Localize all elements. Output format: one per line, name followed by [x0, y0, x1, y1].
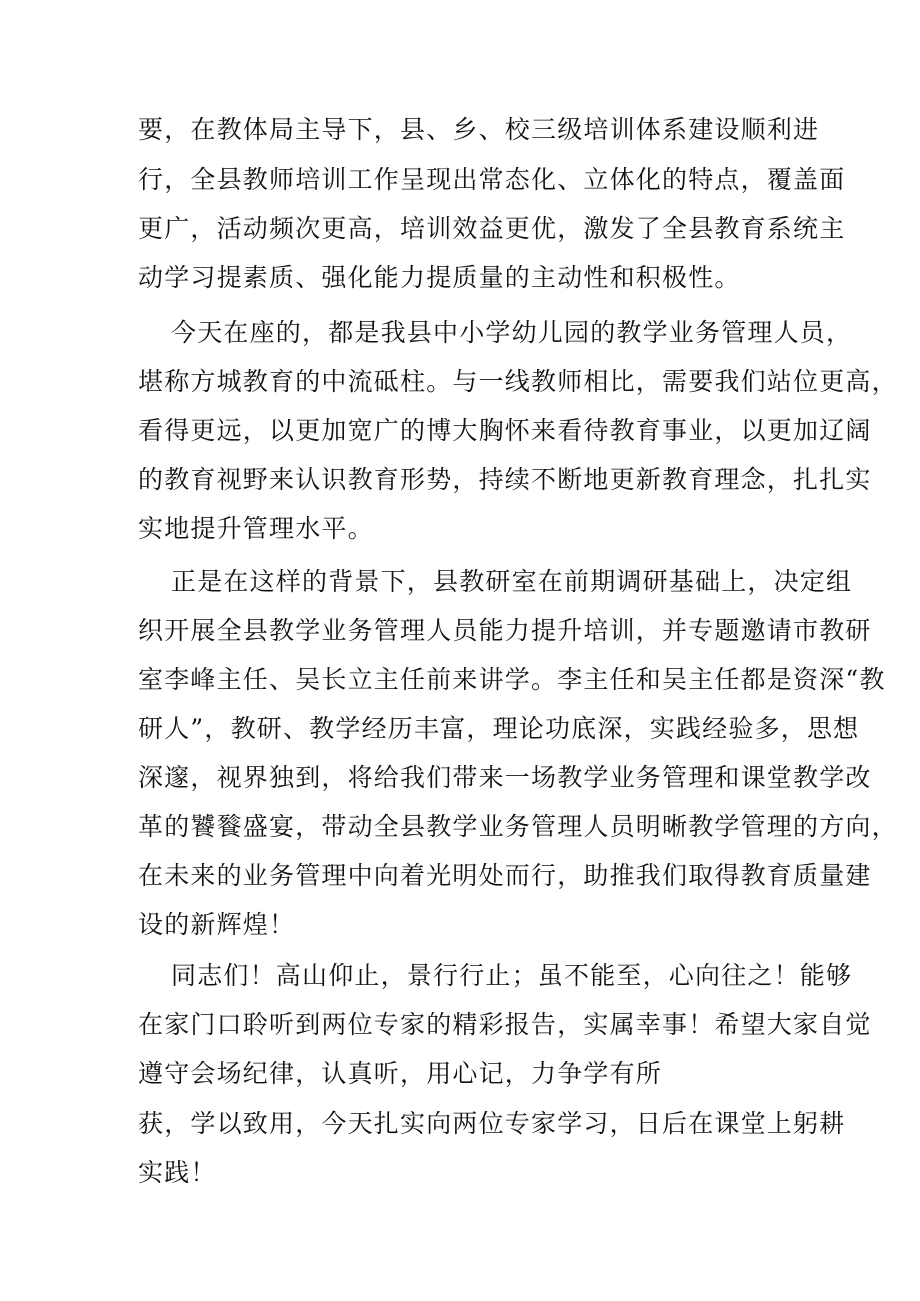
paragraph-3-line-5: 深邃，视界独到，将给我们带来一场教学业务管理和课堂教学改	[138, 763, 872, 792]
paragraph-4-line-2: 在家门口聆听到两位专家的精彩报告，实属幸事！希望大家自觉	[138, 1010, 872, 1039]
paragraph-2-line-2: 堪称方城教育的中流砥柱。与一线教师相比，需要我们站位更高，	[138, 367, 898, 396]
paragraph-3-line-8: 设的新辉煌！	[138, 910, 296, 939]
paragraph-1-line-3: 更广，活动频次更高，培训效益更优，激发了全县教育系统主	[138, 214, 846, 243]
paragraph-3-line-1: 正是在这样的背景下，县教研室在前期调研基础上，决定组	[171, 567, 853, 596]
paragraph-3-line-2: 织开展全县教学业务管理人员能力提升培训，并专题邀请市教研	[138, 616, 872, 645]
paragraph-3-line-7: 在未来的业务管理中向着光明处而行，助推我们取得教育质量建	[138, 861, 872, 890]
paragraph-2-line-4: 的教育视野来认识教育形势，持续不断地更新教育理念，扎扎实	[138, 465, 872, 494]
paragraph-2-line-1: 今天在座的，都是我县中小学幼儿园的教学业务管理人员，	[171, 318, 853, 347]
paragraph-2-line-3: 看得更远，以更加宽广的博大胸怀来看待教育事业，以更加辽阔	[138, 416, 872, 445]
paragraph-4-line-4: 获，学以致用，今天扎实向两位专家学习，日后在课堂上躬耕	[138, 1109, 846, 1138]
paragraph-3-line-3: 室李峰主任、吴长立主任前来讲学。李主任和吴主任都是资深“教	[138, 665, 886, 694]
paragraph-2-line-5: 实地提升管理水平。	[138, 514, 374, 543]
paragraph-1-line-4: 动学习提素质、强化能力提质量的主动性和积极性。	[138, 263, 741, 292]
paragraph-4-line-3: 遵守会场纪律，认真听，用心记，力争学有所	[138, 1059, 663, 1088]
paragraph-1-line-1: 要，在教体局主导下，县、乡、校三级培训体系建设顺利进	[138, 115, 820, 144]
paragraph-3-line-4: 研人”，教研、教学经历丰富，理论功底深，实践经验多，思想	[138, 714, 860, 743]
paragraph-4-line-1: 同志们！高山仰止，景行行止；虽不能至，心向往之！能够	[171, 961, 853, 990]
paragraph-1-line-2: 行，全县教师培训工作呈现出常态化、立体化的特点，覆盖面	[138, 165, 846, 194]
paragraph-4-line-5: 实践！	[138, 1158, 217, 1187]
paragraph-3-line-6: 革的饕餮盛宴，带动全县教学业务管理人员明晰教学管理的方向，	[138, 812, 898, 841]
